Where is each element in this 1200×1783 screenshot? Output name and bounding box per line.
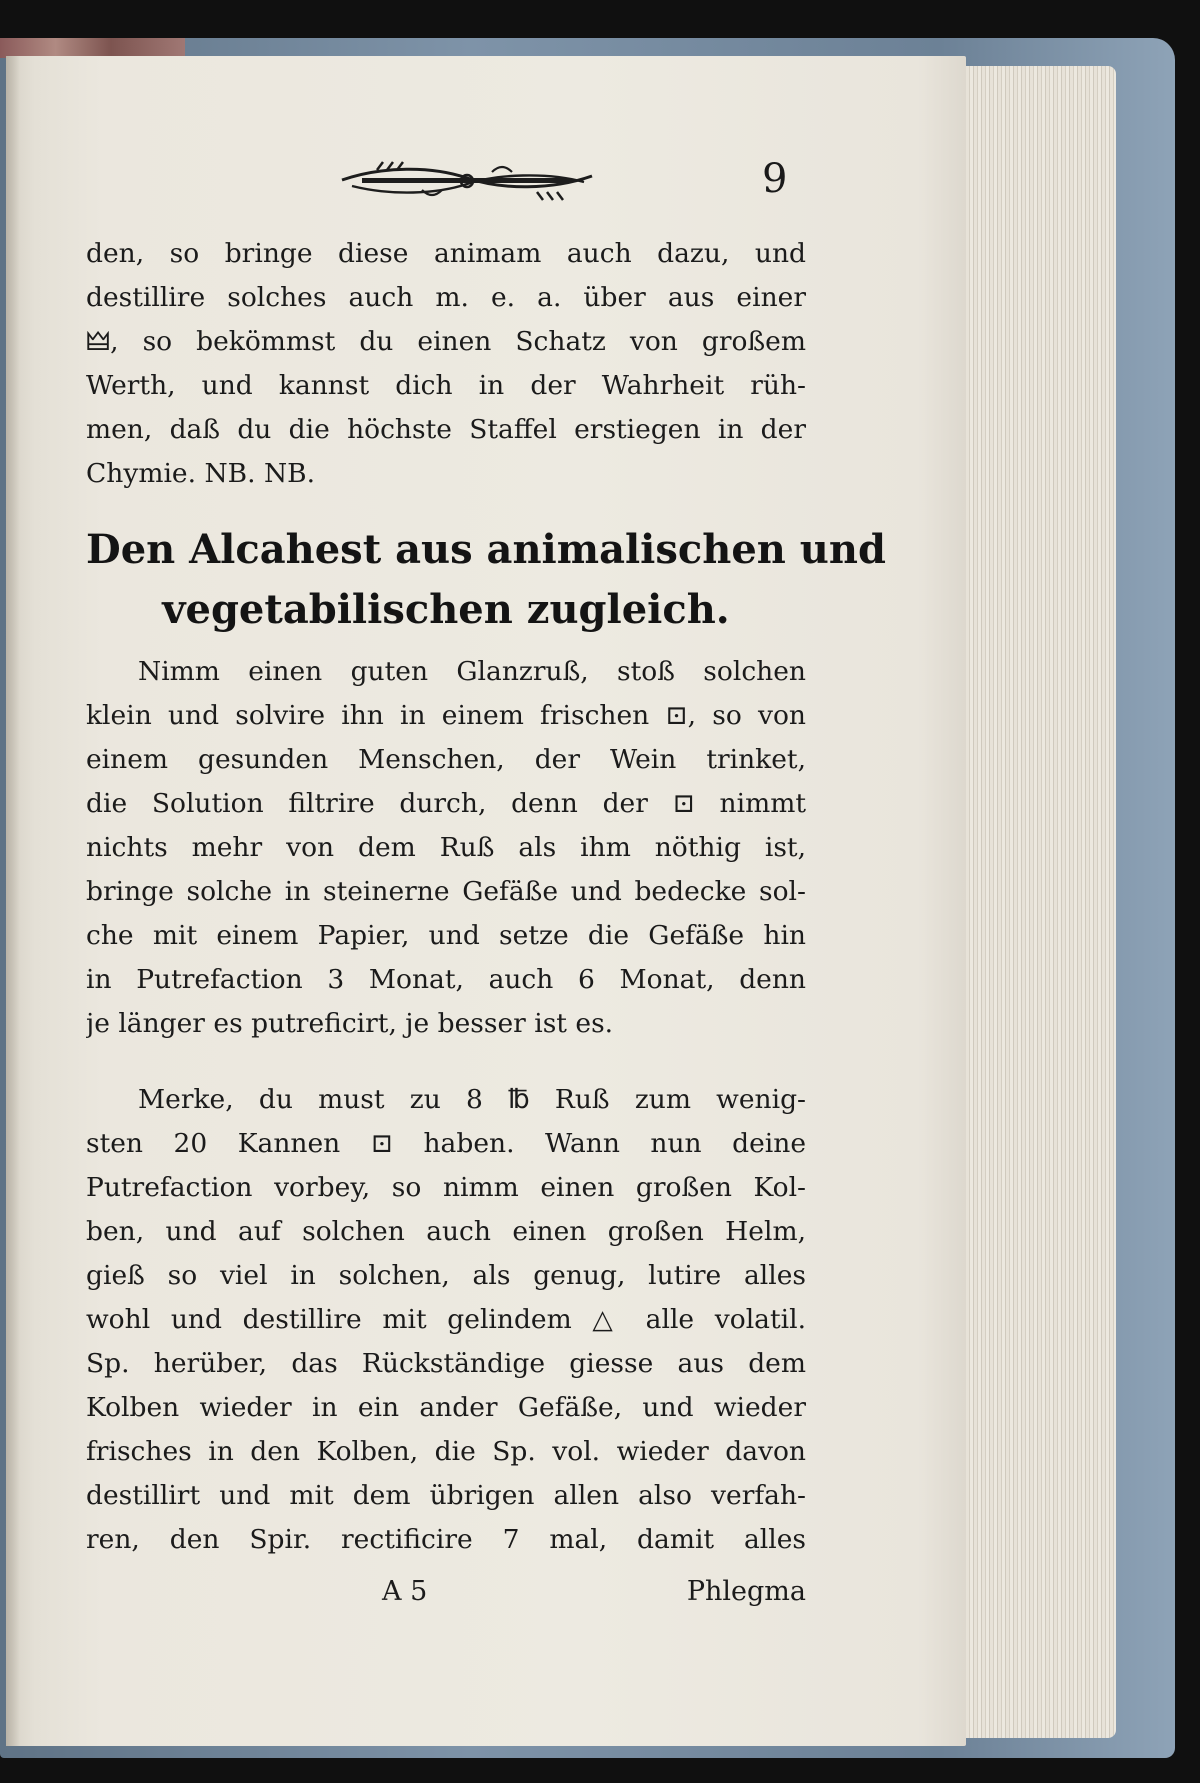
page-gutter-shadow bbox=[6, 56, 20, 1746]
text-line: sten 20 Kannen ⊡ haben. Wann nun deine bbox=[86, 1128, 806, 1159]
paragraph-gap bbox=[86, 1046, 806, 1078]
signature-mark: A 5 bbox=[382, 1576, 428, 1607]
text-line: einem gesunden Menschen, der Wein trinket, bbox=[86, 744, 806, 775]
text-line: destillire solches auch m. e. a. über aus einer bbox=[86, 282, 806, 313]
text-line: destillirt und mit dem übrigen allen also verfah- bbox=[86, 1480, 806, 1511]
text-line: gieß so viel in solchen, als genug, lutire alles bbox=[86, 1260, 806, 1291]
text-line: Putrefaction vorbey, so nimm einen großen Kol- bbox=[86, 1172, 806, 1203]
text-line: men, daß du die höchste Staffel erstiegen in der bbox=[86, 414, 806, 445]
text-line: ben, und auf solchen auch einen großen Helm, bbox=[86, 1216, 806, 1247]
book-spine-binding bbox=[0, 38, 185, 58]
paragraph-1 bbox=[86, 232, 806, 496]
page-header bbox=[60, 150, 820, 210]
text-line: Merke, du must zu 8 ℔ Ruß zum wenig- bbox=[138, 1084, 806, 1115]
text-line: wohl und destillire mit gelindem △ alle volatil. bbox=[86, 1304, 806, 1335]
page-body bbox=[86, 232, 886, 1562]
text-line: che mit einem Papier, und setze die Gefäße hin bbox=[86, 920, 806, 951]
header-ornament-icon bbox=[322, 152, 612, 208]
catchword: Phlegma bbox=[686, 1576, 806, 1607]
paragraph-2 bbox=[86, 650, 806, 1046]
text-line: in Putrefaction 3 Monat, auch 6 Monat, denn bbox=[86, 964, 806, 995]
section-heading bbox=[86, 520, 886, 640]
text-line: bringe solche in steinerne Gefäße und bedecke sol- bbox=[86, 876, 806, 907]
text-line: den, so bringe diese animam auch dazu, und bbox=[86, 238, 806, 269]
text-line: Sp. herüber, das Rückständige giesse aus dem bbox=[86, 1348, 806, 1379]
page-edge-stack bbox=[966, 66, 1116, 1738]
paragraph-3 bbox=[86, 1078, 806, 1562]
heading-line: vegetabilischen zugleich. bbox=[162, 586, 730, 633]
text-line: nichts mehr von dem Ruß als ihm nöthig ist, bbox=[86, 832, 806, 863]
text-line: Werth, und kannst dich in der Wahrheit rüh- bbox=[86, 370, 806, 401]
text-line: frisches in den Kolben, die Sp. vol. wieder davon bbox=[86, 1436, 806, 1467]
page-footer bbox=[86, 1576, 806, 1620]
text-line: 🜲, so bekömmst du einen Schatz von großem bbox=[86, 326, 806, 357]
text-line: ren, den Spir. rectificire 7 mal, damit alles bbox=[86, 1524, 806, 1555]
text-line: Chymie. NB. NB. bbox=[86, 458, 316, 489]
heading-line: Den Alcahest aus animalischen und bbox=[86, 526, 886, 573]
text-line: die Solution filtrire durch, denn der ⊡ nimmt bbox=[86, 788, 806, 819]
text-line: klein und solvire ihn in einem frischen ⊡, so von bbox=[86, 700, 806, 731]
text-line: Kolben wieder in ein ander Gefäße, und wieder bbox=[86, 1392, 806, 1423]
text-line: Nimm einen guten Glanzruß, stoß solchen bbox=[138, 656, 806, 687]
page-number: 9 bbox=[762, 156, 788, 202]
text-line: je länger es putreficirt, je besser ist es. bbox=[86, 1008, 614, 1039]
